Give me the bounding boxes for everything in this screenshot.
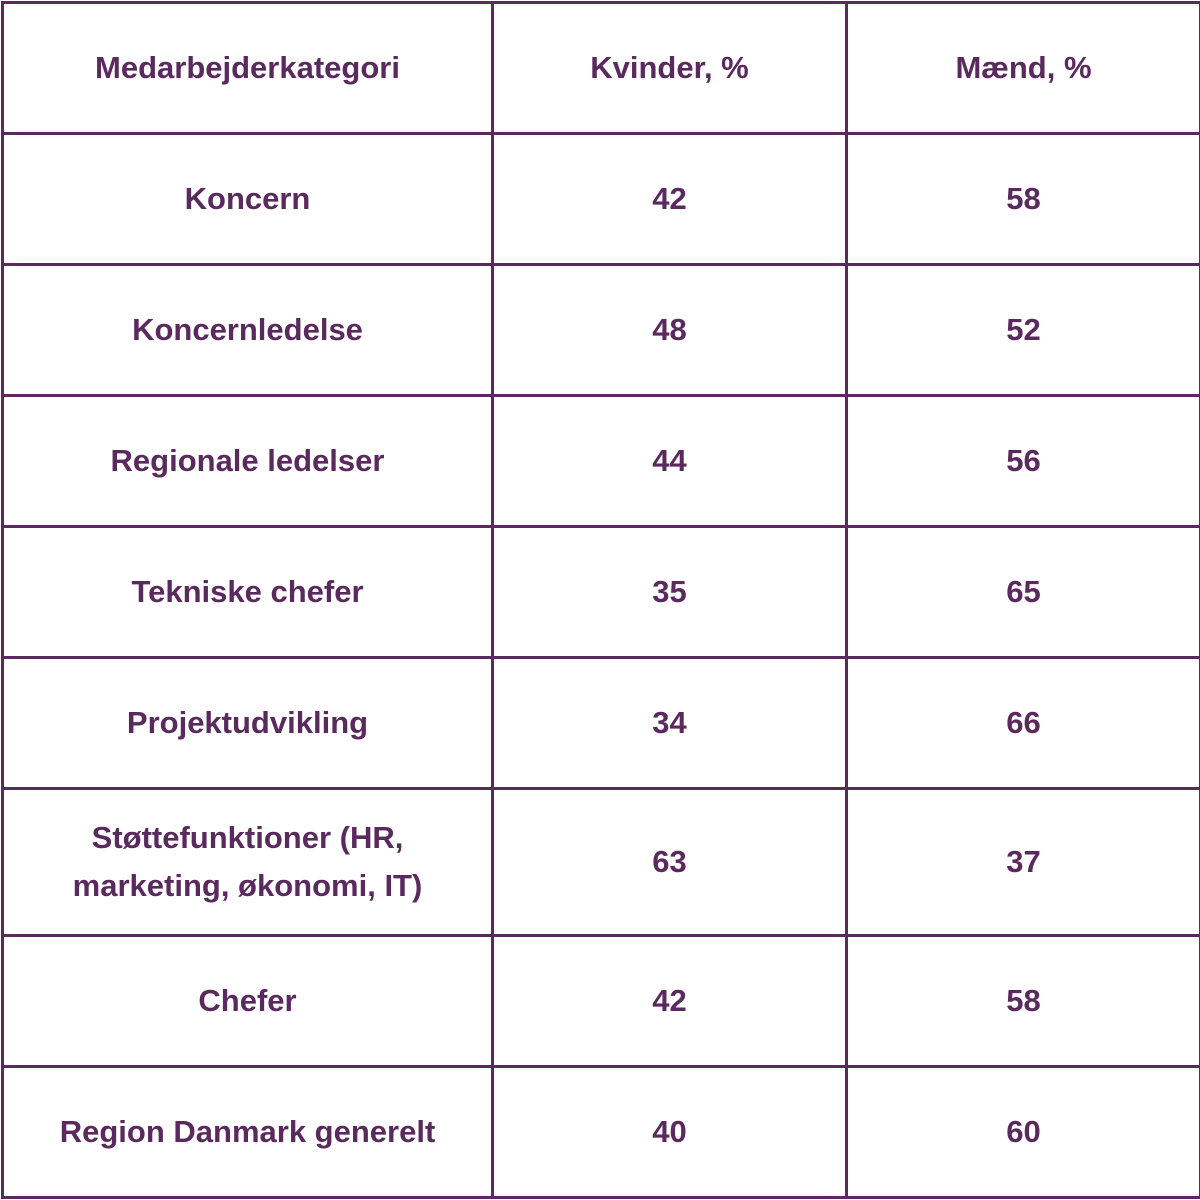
men-percent-cell: 58 (847, 936, 1200, 1067)
men-percent-cell: 65 (847, 527, 1200, 658)
women-percent-cell: 40 (493, 1067, 847, 1198)
category-cell: Tekniske chefer (3, 527, 493, 658)
men-percent-cell: 58 (847, 134, 1200, 265)
women-percent-cell: 35 (493, 527, 847, 658)
header-men: Mænd, % (847, 3, 1200, 134)
table-row (3, 789, 1200, 936)
category-cell: Chefer (3, 936, 493, 1067)
women-percent-cell: 42 (493, 134, 847, 265)
category-cell: Støttefunktioner (HR, marketing, økonomi, IT) (3, 789, 493, 936)
category-cell: Projektudvikling (3, 658, 493, 789)
men-percent-cell: 66 (847, 658, 1200, 789)
men-percent-cell: 56 (847, 396, 1200, 527)
men-percent-cell: 52 (847, 265, 1200, 396)
category-cell: Koncernledelse (3, 265, 493, 396)
table-row (3, 658, 1200, 789)
table-row (3, 1067, 1200, 1198)
category-cell: Koncern (3, 134, 493, 265)
table-row (3, 527, 1200, 658)
category-cell: Region Danmark generelt (3, 1067, 493, 1198)
header-women: Kvinder, % (493, 3, 847, 134)
table-header-row (3, 3, 1200, 134)
women-percent-cell: 42 (493, 936, 847, 1067)
gender-distribution-table (1, 1, 1200, 1199)
table-row (3, 936, 1200, 1067)
women-percent-cell: 34 (493, 658, 847, 789)
header-category: Medarbejderkategori (3, 3, 493, 134)
table-row (3, 134, 1200, 265)
women-percent-cell: 48 (493, 265, 847, 396)
category-cell: Regionale ledelser (3, 396, 493, 527)
women-percent-cell: 63 (493, 789, 847, 936)
women-percent-cell: 44 (493, 396, 847, 527)
men-percent-cell: 60 (847, 1067, 1200, 1198)
table-row (3, 265, 1200, 396)
men-percent-cell: 37 (847, 789, 1200, 936)
table-row (3, 396, 1200, 527)
